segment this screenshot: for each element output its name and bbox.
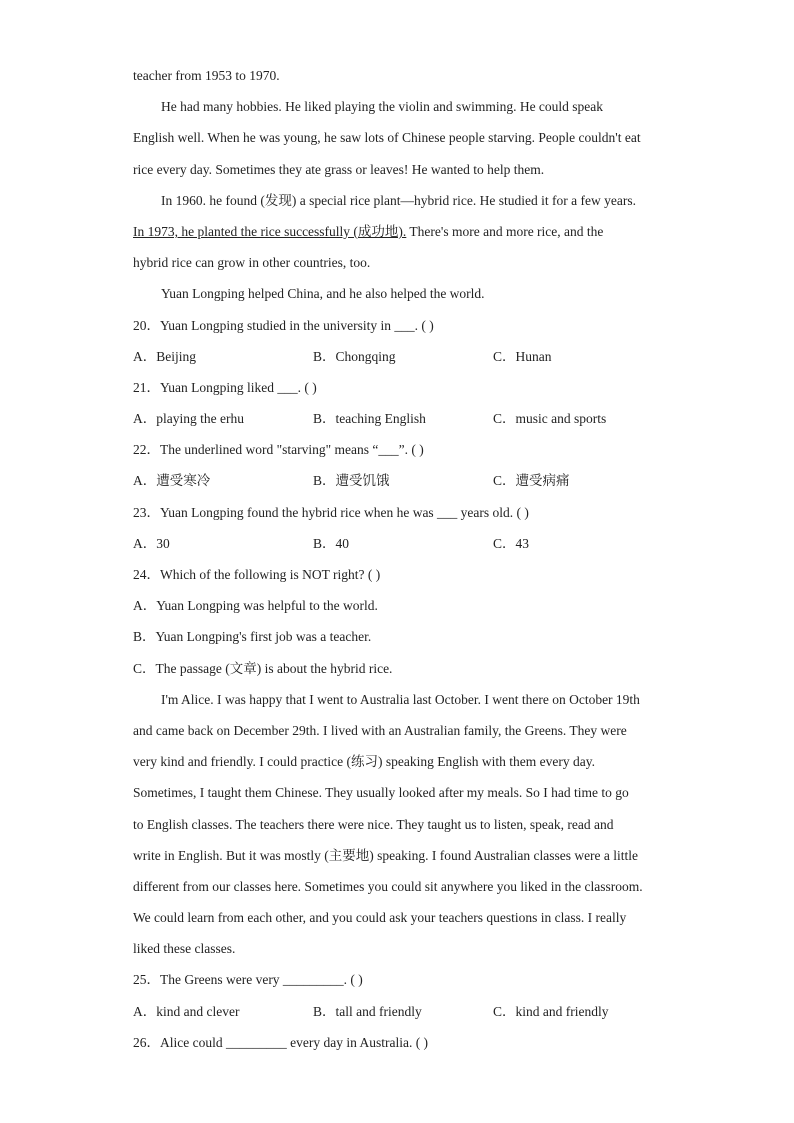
option-a[interactable]: A．playing the erhu	[133, 411, 244, 427]
passage-line: and came back on December 29th. I lived with an Australian family, the Greens. They were	[133, 722, 627, 738]
passage-line-continuation: There's more and more rice, and the	[406, 223, 604, 239]
answer-options	[133, 341, 673, 372]
question-26	[133, 1027, 673, 1058]
passage-1	[133, 60, 673, 310]
passage-line: English well. When he was young, he saw lots of Chinese people starving. People couldn't eat	[133, 130, 641, 146]
passage-line: Sometimes, I taught them Chinese. They usually looked after my meals. So I had time to go	[133, 785, 629, 801]
answer-options	[133, 465, 673, 496]
option-a[interactable]: A．Beijing	[133, 348, 196, 364]
passage-line: to English classes. The teachers there were nice. They taught us to listen, speak, read and	[133, 816, 614, 832]
question-stem: 26．Alice could _________ every day in Australia. ( )	[133, 1034, 429, 1050]
question-stem: 21．Yuan Longping liked ___. ( )	[133, 379, 317, 395]
question-stem: 20．Yuan Longping studied in the university in ___. ( )	[133, 317, 434, 333]
option-b[interactable]: B．遭受饥饿	[313, 473, 390, 489]
answer-options	[133, 403, 673, 434]
question-23	[133, 497, 673, 559]
passage-line: rice every day. Sometimes they ate grass or leaves! He wanted to help them.	[133, 161, 545, 177]
option-b[interactable]: B．Chongqing	[313, 348, 396, 364]
passage-line	[133, 216, 673, 247]
document-page	[133, 60, 673, 1058]
passage-line: liked these classes.	[133, 941, 236, 957]
option-a[interactable]: A．kind and clever	[133, 1003, 240, 1019]
option-c[interactable]: C．kind and friendly	[493, 1003, 609, 1019]
option-b[interactable]: B．Yuan Longping's first job was a teacher.	[133, 629, 372, 645]
option-c[interactable]: C．43	[493, 535, 530, 551]
option-b[interactable]: B．40	[313, 535, 350, 551]
question-24	[133, 559, 673, 684]
answer-options	[133, 528, 673, 559]
option-c[interactable]: C．Hunan	[493, 348, 552, 364]
question-21	[133, 372, 673, 434]
passage-line: very kind and friendly. I could practice (练习) speaking English with them every day.	[133, 754, 595, 770]
answer-options	[133, 996, 673, 1027]
passage-2	[133, 684, 673, 965]
passage-line: We could learn from each other, and you could ask your teachers questions in class. I really	[133, 910, 627, 926]
option-c[interactable]: C．music and sports	[493, 411, 607, 427]
passage-line: He had many hobbies. He liked playing the violin and swimming. He could speak	[161, 99, 604, 115]
underlined-sentence: In 1973, he planted the rice successfully (成功地).	[133, 223, 407, 239]
passage-line: In 1960. he found (发现) a special rice plant—hybrid rice. He studied it for a few years.	[161, 192, 636, 208]
option-c[interactable]: C．The passage (文章) is about the hybrid rice.	[133, 660, 393, 676]
option-b[interactable]: B．teaching English	[313, 411, 426, 427]
option-a[interactable]: A．Yuan Longping was helpful to the world.	[133, 598, 378, 614]
passage-line: Yuan Longping helped China, and he also helped the world.	[161, 286, 485, 302]
option-a[interactable]: A．30	[133, 535, 170, 551]
question-20	[133, 310, 673, 372]
passage-line: different from our classes here. Sometimes you could sit anywhere you liked in the classroom.	[133, 878, 643, 894]
question-25	[133, 964, 673, 1026]
question-stem: 25．The Greens were very _________. ( )	[133, 972, 363, 988]
question-stem: 24．Which of the following is NOT right? ( )	[133, 567, 381, 582]
passage-line: I'm Alice. I was happy that I went to Australia last October. I went there on October 19th	[161, 691, 640, 707]
option-a[interactable]: A．遭受寒冷	[133, 473, 211, 489]
question-stem: 22．The underlined word "starving" means “___”. ( )	[133, 442, 424, 458]
passage-line: teacher from 1953 to 1970.	[133, 68, 280, 83]
option-b[interactable]: B．tall and friendly	[313, 1003, 422, 1019]
question-22	[133, 434, 673, 496]
passage-line: hybrid rice can grow in other countries, too.	[133, 255, 371, 271]
question-stem: 23．Yuan Longping found the hybrid rice when he was ___ years old. ( )	[133, 504, 529, 520]
passage-line: write in English. But it was mostly (主要地) speaking. I found Australian classes were a little	[133, 847, 639, 863]
option-c[interactable]: C．遭受病痛	[493, 473, 570, 489]
